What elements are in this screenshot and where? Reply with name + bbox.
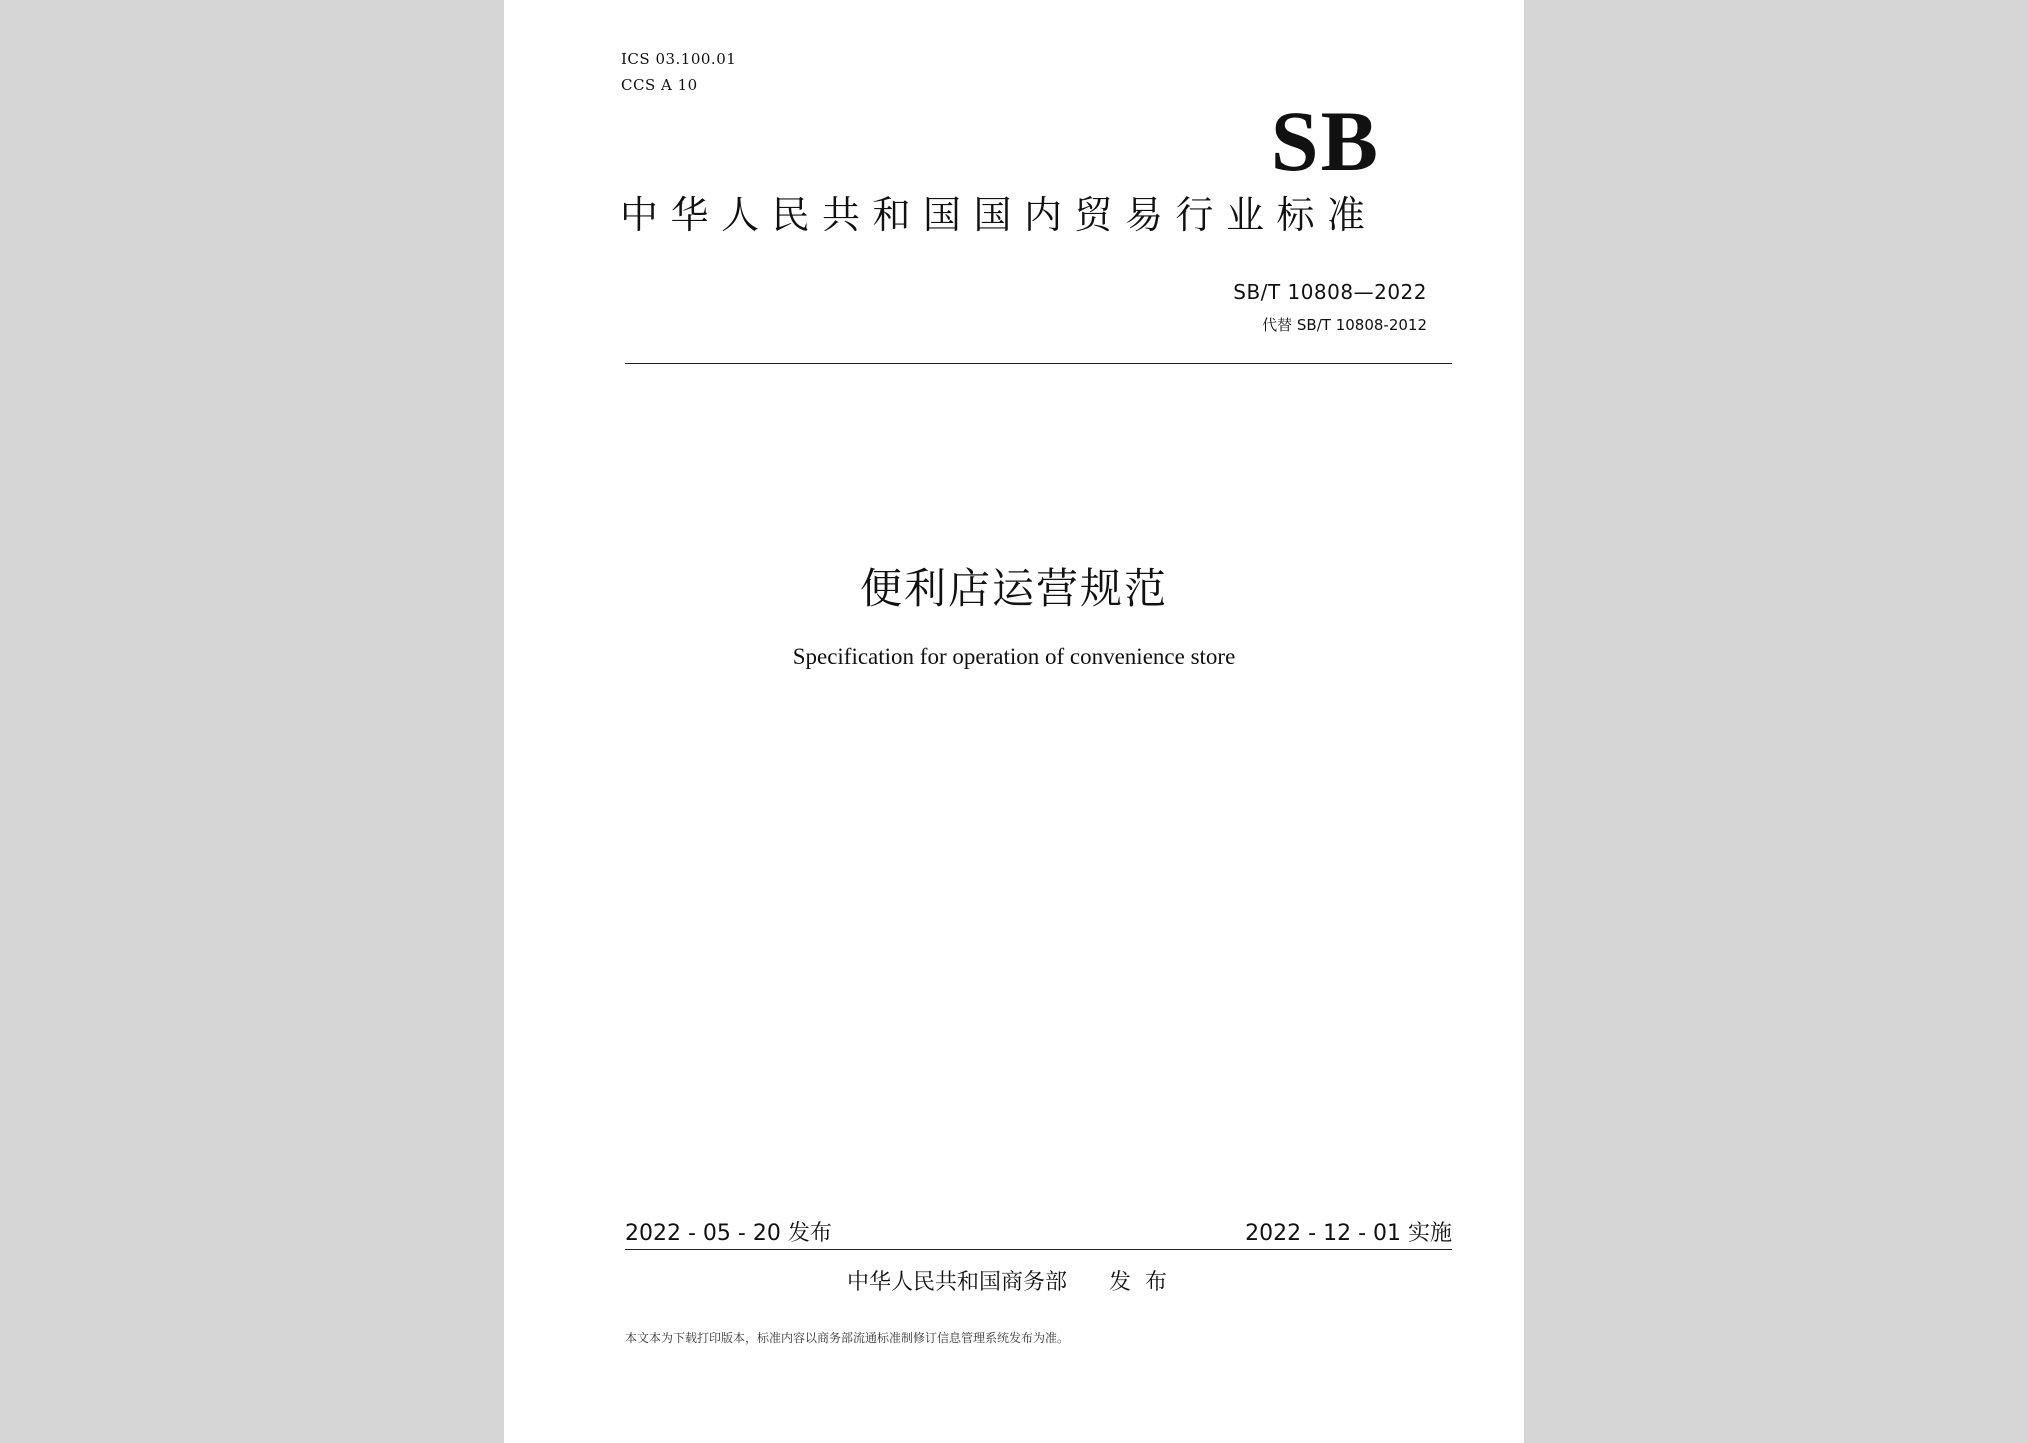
issuer-line [504,1265,1524,1296]
document-title: 便利店运营规范 [859,564,1168,613]
standard-number: SB/T 10808—2022 [1233,280,1427,304]
sb-logo: SB [1270,93,1380,189]
document-subtitle: Specification for operation of convenience store [792,644,1236,669]
ministry-title: 中华人民共和国国内贸易行业标准 [620,193,1378,237]
download-note: 本文本为下载打印版本，标准内容以商务部流通标准制修订信息管理系统发布为准。 [625,1331,1070,1345]
document-page [504,0,1524,1443]
footer-divider [625,1249,1452,1250]
issue-date: 2022 - 05 - 20 发布 [625,1221,832,1246]
replaces-standard: 代替 SB/T 10808-2012 [1262,316,1427,334]
header-divider [625,363,1452,364]
effective-date: 2022 - 12 - 01 实施 [1245,1221,1452,1246]
issuer-name: 中华人民共和国商务部 [846,1270,1067,1295]
issuer-verb: 发布 [1109,1270,1182,1295]
ccs-code: CCS A 10 [621,76,698,94]
ics-code: ICS 03.100.01 [621,50,737,68]
